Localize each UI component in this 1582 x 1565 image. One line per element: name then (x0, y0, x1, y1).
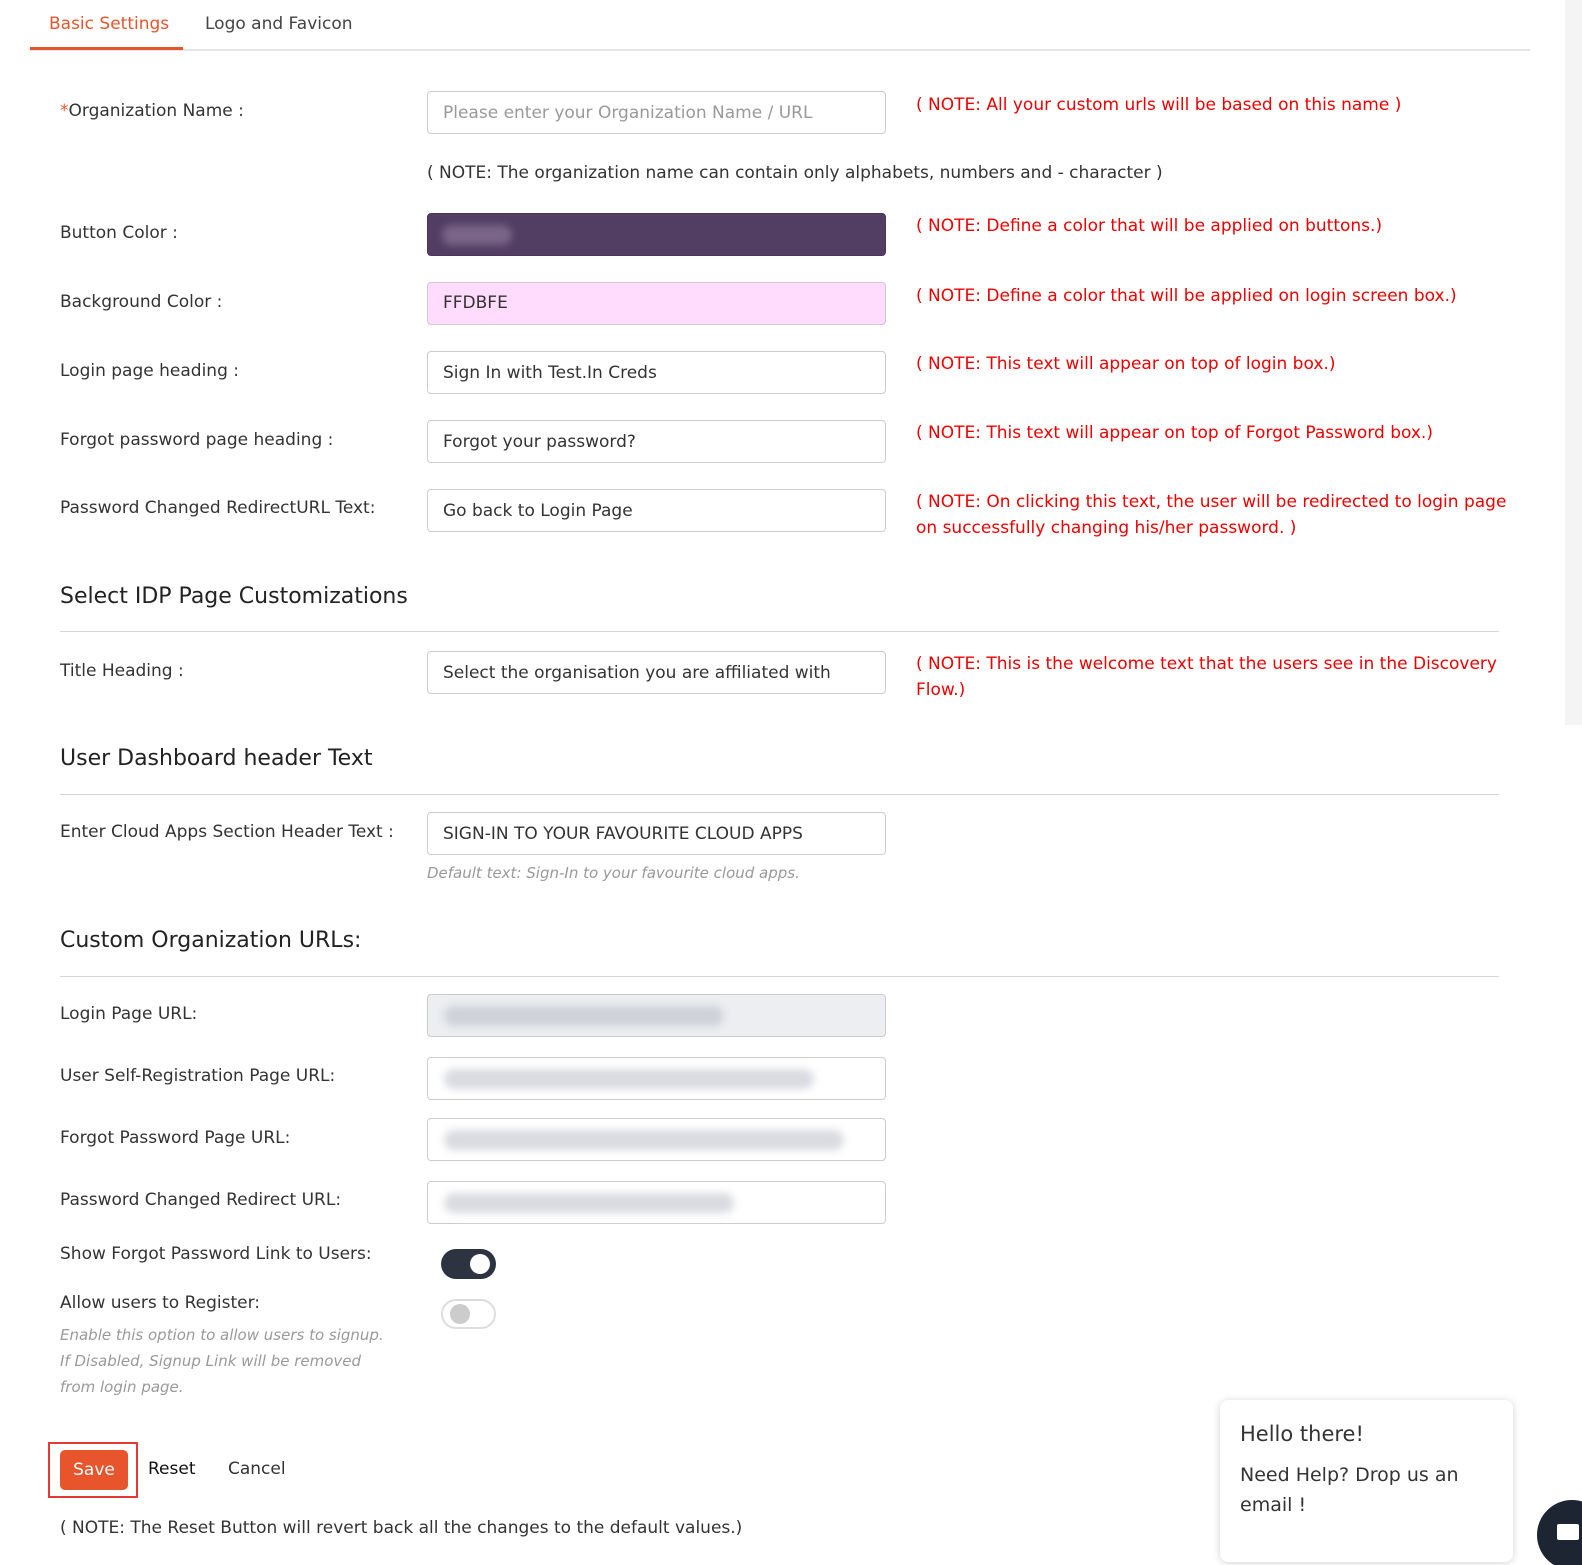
reset-button[interactable]: Reset (148, 1459, 196, 1479)
login-heading-note: ( NOTE: This text will appear on top of login box.) (916, 354, 1336, 374)
background-color-input[interactable]: FFDBFE (427, 282, 886, 325)
forgot-url-label: Forgot Password Page URL: (60, 1128, 291, 1148)
org-name-input[interactable] (427, 91, 886, 134)
cancel-button[interactable]: Cancel (228, 1459, 286, 1479)
settings-tabs (30, 0, 1530, 51)
redacted-value (444, 1130, 844, 1150)
cloud-apps-hint: Default text: Sign-In to your favourite cloud apps. (427, 864, 800, 882)
button-color-input[interactable] (427, 213, 886, 256)
login-url-input (427, 994, 886, 1037)
title-heading-label: Title Heading : (60, 661, 184, 681)
save-button[interactable]: Save (60, 1450, 128, 1490)
redirect-url-label: Password Changed Redirect URL: (60, 1190, 342, 1210)
toggle-knob (470, 1254, 490, 1274)
reset-note: ( NOTE: The Reset Button will revert back all the changes to the default values.) (60, 1518, 743, 1538)
title-heading-input[interactable] (427, 651, 886, 694)
help-greeting: Hello there! (1240, 1422, 1364, 1446)
cloud-apps-input[interactable] (427, 812, 886, 855)
org-name-note: ( NOTE: All your custom urls will be based on this name ) (916, 95, 1402, 115)
background-color-note: ( NOTE: Define a color that will be applied on login screen box.) (916, 286, 1457, 306)
tab-basic-settings[interactable]: Basic Settings (49, 14, 170, 34)
org-name-sub-note: ( NOTE: The organization name can contain only alphabets, numbers and - character ) (427, 163, 1163, 183)
redacted-value (444, 1193, 734, 1213)
button-color-note: ( NOTE: Define a color that will be applied on buttons.) (916, 216, 1383, 236)
section-divider (60, 631, 1499, 632)
self-reg-url-label: User Self-Registration Page URL: (60, 1066, 336, 1086)
show-forgot-toggle[interactable] (441, 1249, 496, 1279)
section-divider (60, 976, 1499, 977)
background-color-label: Background Color : (60, 292, 223, 312)
envelope-icon (1557, 1524, 1579, 1540)
allow-register-toggle[interactable] (441, 1299, 496, 1329)
redirect-text-input[interactable] (427, 489, 886, 532)
button-color-label: Button Color : (60, 223, 178, 243)
active-tab-indicator (30, 47, 183, 50)
redacted-value (444, 1069, 814, 1089)
allow-register-hint: Enable this option to allow users to signup. If Disabled, Signup Link will be removed from login page. (60, 1326, 384, 1396)
help-card[interactable] (1220, 1400, 1513, 1562)
redirect-url-input[interactable] (427, 1181, 886, 1224)
dashboard-section-title: User Dashboard header Text (60, 746, 373, 771)
redirect-text-label: Password Changed RedirectURL Text: (60, 498, 376, 518)
cloud-apps-label: Enter Cloud Apps Section Header Text : (60, 822, 394, 842)
login-url-label: Login Page URL: (60, 1004, 198, 1024)
redacted-value (444, 1006, 724, 1026)
help-message: Need Help? Drop us an email ! (1240, 1464, 1459, 1516)
org-name-label-text: Organization Name : (68, 101, 244, 121)
org-name-label (60, 101, 244, 121)
idp-section-title: Select IDP Page Customizations (60, 584, 408, 609)
required-mark: * (60, 101, 69, 121)
login-heading-label: Login page heading : (60, 361, 239, 381)
self-reg-url-input[interactable] (427, 1057, 886, 1100)
section-divider (60, 794, 1499, 795)
toggle-knob (450, 1304, 470, 1324)
forgot-heading-input[interactable] (427, 420, 886, 463)
forgot-heading-label: Forgot password page heading : (60, 430, 334, 450)
allow-register-label: Allow users to Register: (60, 1293, 261, 1313)
forgot-heading-note: ( NOTE: This text will appear on top of Forgot Password box.) (916, 423, 1433, 443)
title-heading-note: ( NOTE: This is the welcome text that the users see in the Discovery Flow.) (916, 654, 1497, 700)
page-scrollbar[interactable] (1565, 0, 1582, 725)
chat-launcher-button[interactable] (1537, 1500, 1582, 1565)
urls-section-title: Custom Organization URLs: (60, 928, 362, 953)
login-heading-input[interactable] (427, 351, 886, 394)
redacted-value (442, 225, 512, 245)
forgot-url-input[interactable] (427, 1118, 886, 1161)
redirect-text-note: ( NOTE: On clicking this text, the user will be redirected to login page on successfully changing his/her password. ) (916, 492, 1507, 538)
tab-logo-favicon[interactable]: Logo and Favicon (205, 14, 353, 34)
show-forgot-label: Show Forgot Password Link to Users: (60, 1244, 372, 1264)
